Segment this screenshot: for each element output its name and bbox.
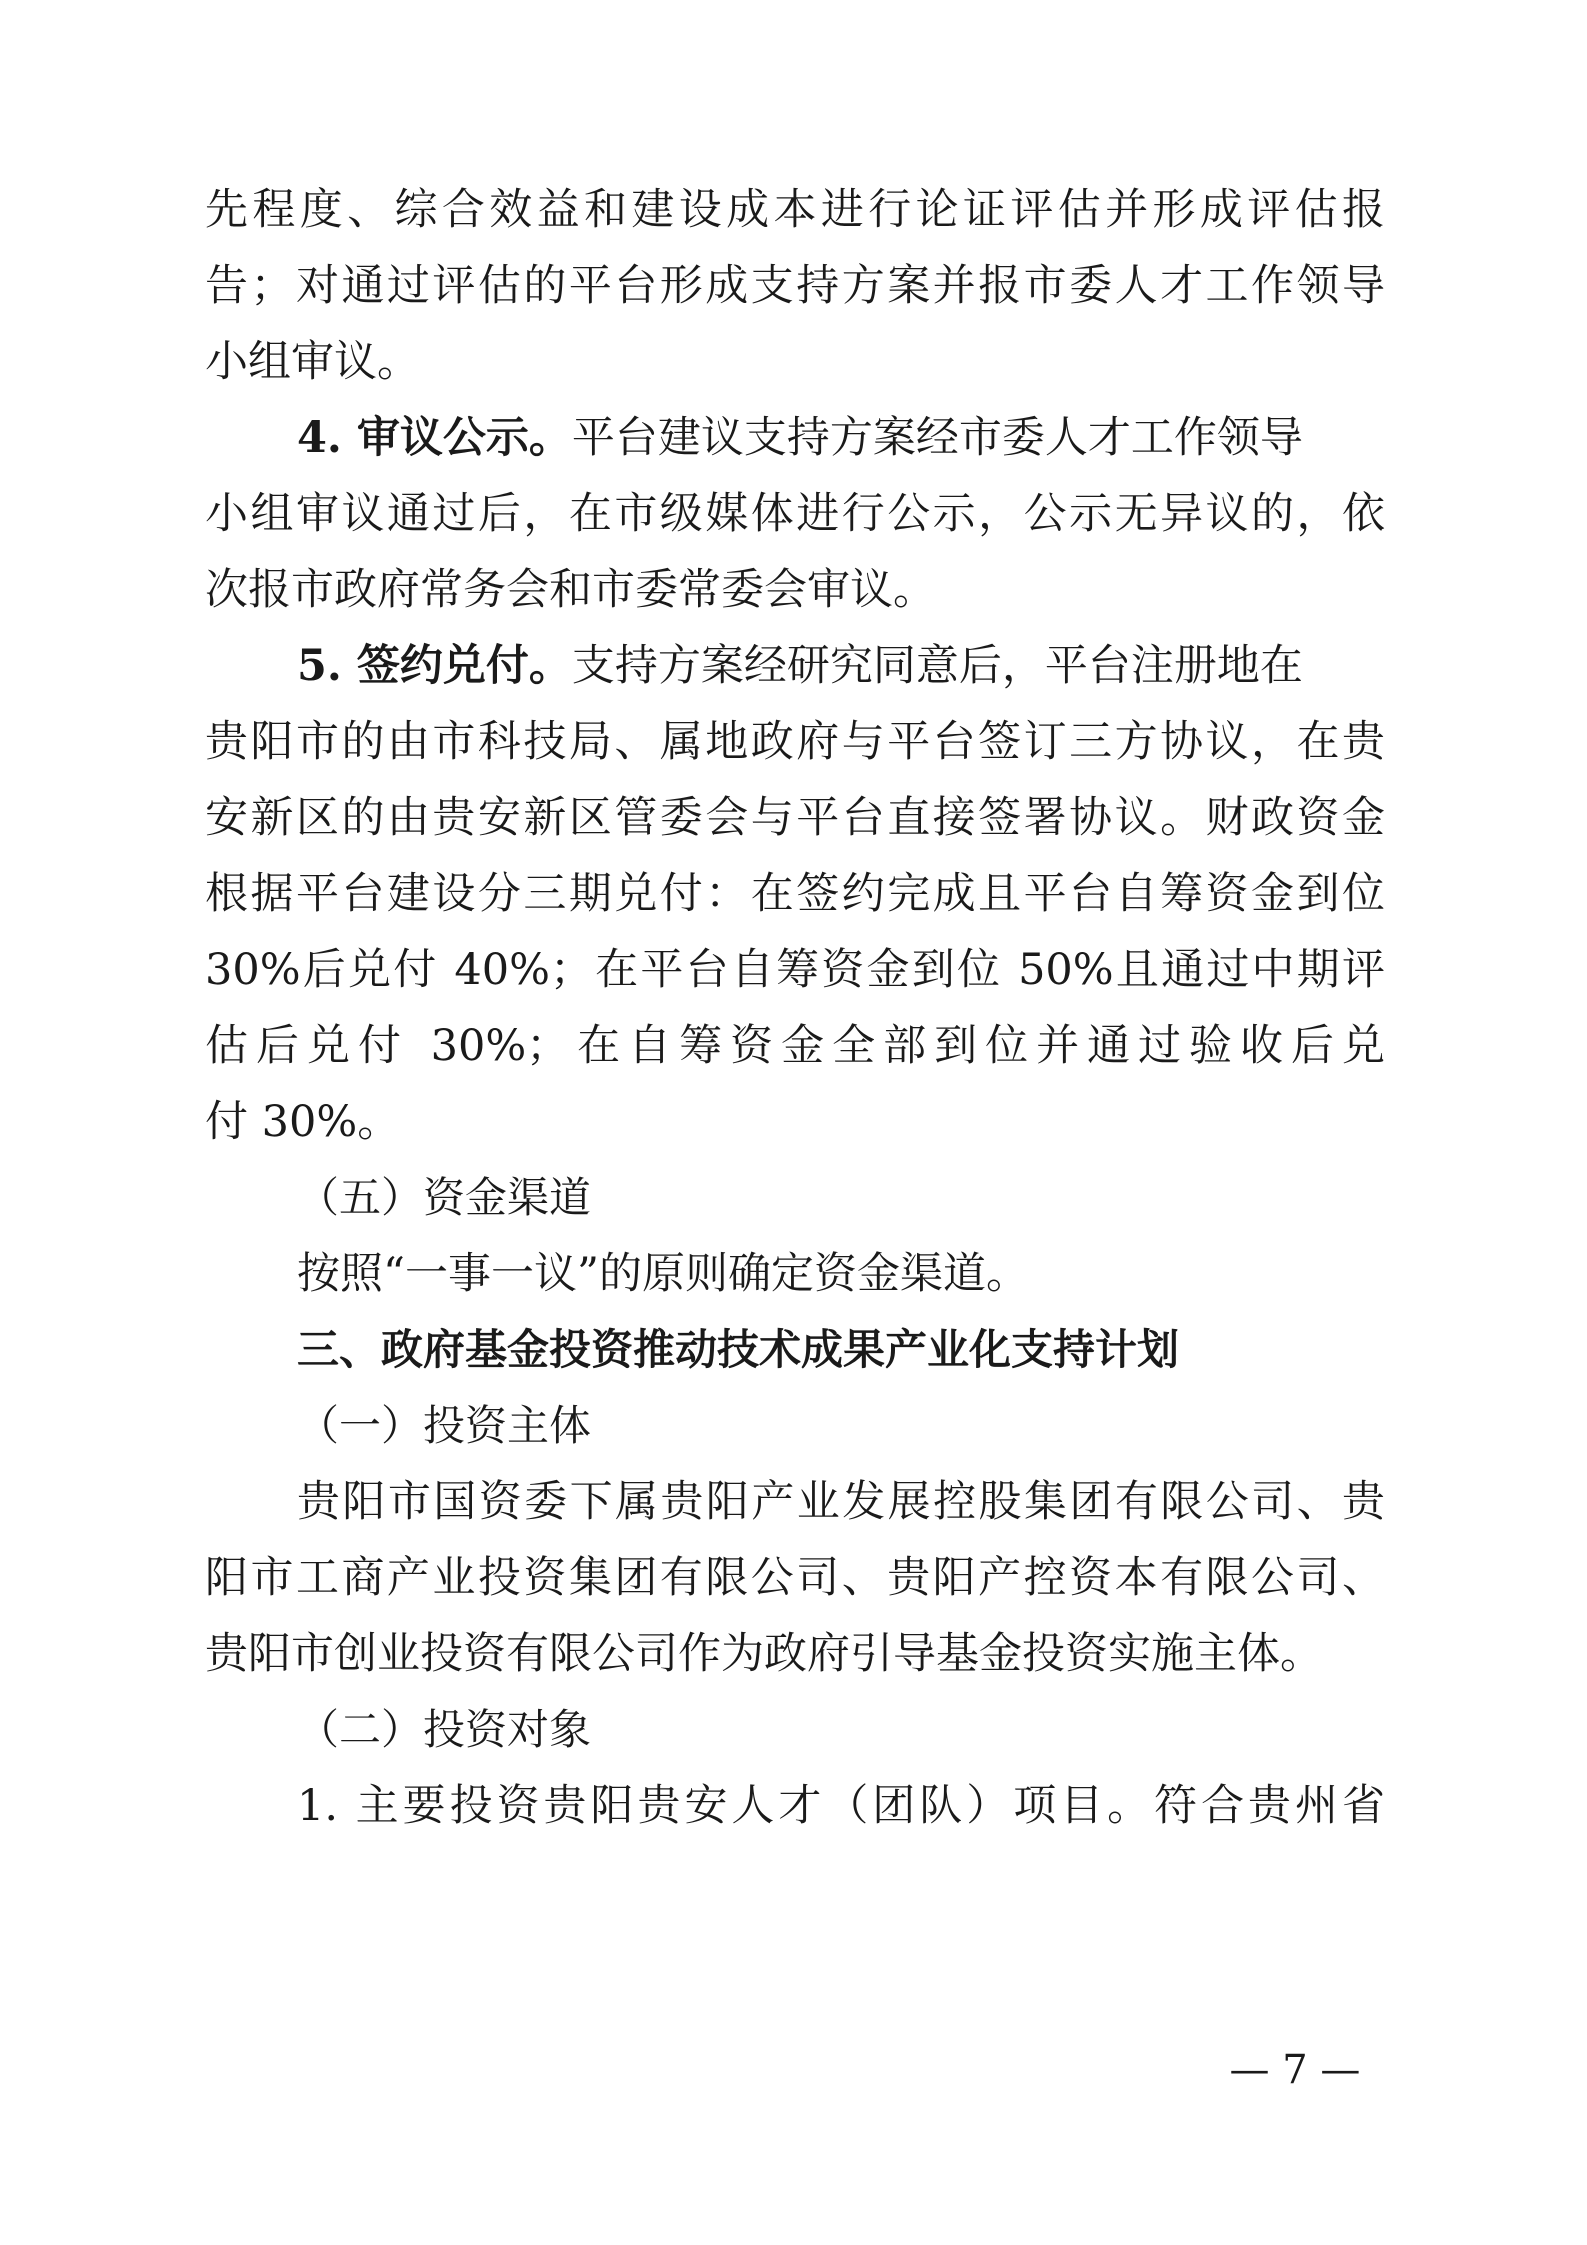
paragraph-line: 告；对通过评估的平台形成支持方案并报市委人才工作领导 [205, 261, 1385, 311]
paragraph-line: 付 30%。 [205, 1097, 401, 1147]
subsection-heading-2: （二）投资对象 [297, 1705, 592, 1754]
paragraph-line: 估后兑付 30%；在自筹资金全部到位并通过验收后兑 [205, 1021, 1385, 1071]
subsection-heading-5: （五）资金渠道 [297, 1173, 592, 1222]
item-4-heading: 4. 审议公示。 [297, 413, 572, 463]
subsection-heading-1: （一）投资主体 [297, 1401, 592, 1450]
paragraph-line: 根据平台建设分三期兑付：在签约完成且平台自筹资金到位 [205, 869, 1385, 919]
paragraph-line: 30%后兑付 40%；在平台自筹资金到位 50%且通过中期评 [205, 945, 1385, 995]
paragraph-line: 次报市政府常务会和市委常委会审议。 [205, 565, 936, 615]
section-heading-3: 三、政府基金投资推动技术成果产业化支持计划 [297, 1325, 1180, 1374]
item-5-heading: 5. 签约兑付。 [297, 641, 572, 691]
paragraph-line: 小组审议。 [205, 337, 420, 387]
item-5-line [297, 626, 1385, 706]
paragraph-line: 阳市工商产业投资集团有限公司、贵阳产控资本有限公司、 [205, 1553, 1385, 1603]
item-4-line [297, 398, 1385, 478]
paragraph-line: 安新区的由贵安新区管委会与平台直接签署协议。财政资金 [205, 793, 1385, 843]
paragraph-line: 贵阳市的由市科技局、属地政府与平台签订三方协议，在贵 [205, 717, 1385, 767]
paragraph-line: 小组审议通过后，在市级媒体进行公示，公示无异议的，依 [205, 489, 1385, 539]
page-number: — 7 — [1229, 2047, 1361, 2093]
paragraph-line: 按照“一事一议”的原则确定资金渠道。 [297, 1249, 1029, 1299]
paragraph-line: 贵阳市创业投资有限公司作为政府引导基金投资实施主体。 [205, 1629, 1323, 1679]
item-4-text: 平台建议支持方案经市委人才工作领导 [571, 413, 1303, 463]
paragraph-line: 贵阳市国资委下属贵阳产业发展控股集团有限公司、贵 [297, 1477, 1385, 1527]
paragraph-line: 先程度、综合效益和建设成本进行论证评估并形成评估报 [205, 185, 1385, 235]
item-5-text: 支持方案经研究同意后，平台注册地在 [571, 641, 1303, 691]
paragraph-line: 1. 主要投资贵阳贵安人才（团队）项目。符合贵州省 [297, 1781, 1385, 1831]
